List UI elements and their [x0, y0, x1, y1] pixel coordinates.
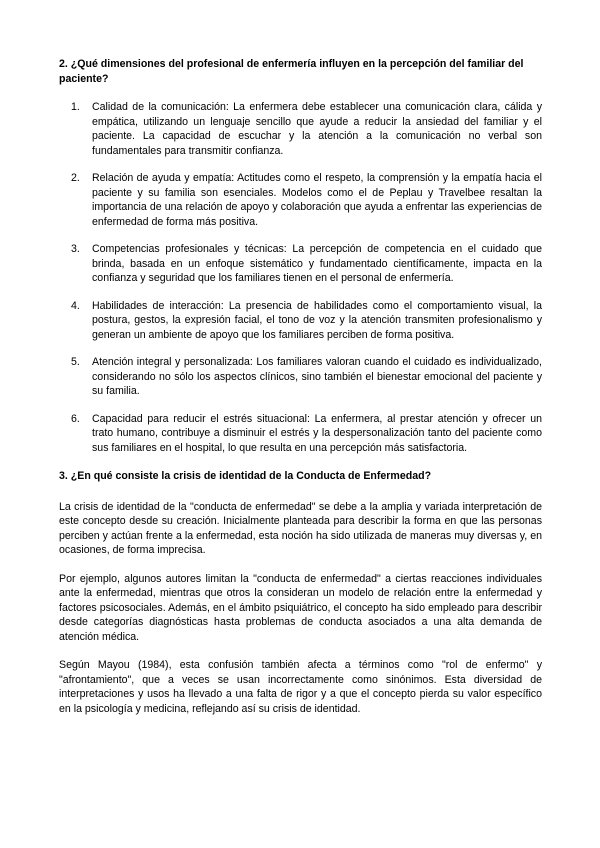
section-2-heading: 2. ¿Qué dimensiones del profesional de enfermería influyen en la percepción del familiar del paciente? [59, 58, 524, 85]
list-item [59, 171, 542, 229]
list-item-number: 1. [71, 101, 80, 113]
list-item-text: Capacidad para reducir el estrés situacional: La enfermera, al prestar atención y ofrecer un trato humano, contribuye a disminuir el estrés y la despersonalización tanto del paciente como sus familiares en el hospital, lo que resulta en una percepción más satisfactoria. [92, 412, 542, 454]
list-item [59, 100, 542, 158]
section-3-paragraph: La crisis de identidad de la "conducta de enfermedad" se debe a la amplia y variada interpretación de este concepto desde su creación. Inicialmente planteada para describir la forma en que las personas perciben y actúan frente a la enfermedad, esta noción ha sido utilizada de maneras muy diversas y, en ocasiones, de forma imprecisa. [59, 500, 542, 556]
list-item-number: 3. [71, 243, 80, 255]
section-3-heading: 3. ¿En qué consiste la crisis de identidad de la Conducta de Enfermedad? [59, 470, 432, 482]
list-item [59, 355, 542, 399]
section-3-paragraph: Según Mayou (1984), esta confusión también afecta a términos como "rol de enfermo" y "afrontamiento", que a veces se usan incorrectamente como sinónimos. Esta diversidad de interpretaciones y usos ha llevado a una falta de rigor y a que el concepto pierda su valor específico en la psicología y medicina, reflejando así su crisis de identidad. [59, 659, 542, 715]
list-item-number: 2. [71, 172, 80, 184]
list-item-text: Calidad de la comunicación: La enfermera debe establecer una comunicación clara, cálida y empática, utilizando un lenguaje sencillo que ayude a reducir la ansiedad del familiar y el paciente. La capacidad de escuchar y la atención a la comunicación no verbal son fundamentales para transmitir confianza. [92, 101, 542, 157]
document-page [59, 57, 542, 716]
list-item-text: Atención integral y personalizada: Los familiares valoran cuando el cuidado es individualizado, considerando no sólo los aspectos clínicos, sino también el bienestar emocional del paciente y su familia. [92, 356, 542, 397]
list-item-number: 6. [71, 412, 80, 425]
list-item [59, 412, 542, 456]
list-item-text: Competencias profesionales y técnicas: La percepción de competencia en el cuidado que brinda, basada en un enfoque sistemático y fundamentado científicamente, impacta en la confianza y seguridad que los familiares tienen en el personal de enfermería. [92, 243, 542, 284]
list-item [59, 242, 542, 286]
list-item-number: 5. [71, 356, 80, 368]
list-item-text: Habilidades de interacción: La presencia de habilidades como el comportamiento visual, la postura, gestos, la expresión facial, el tono de voz y la atención transmiten profesionalismo y generan un ambiente de apoyo que los familiares perciben de forma positiva. [92, 299, 542, 341]
list-item [59, 299, 542, 343]
section-3-paragraph: Por ejemplo, algunos autores limitan la "conducta de enfermedad" a ciertas reacciones individuales ante la enfermedad, mientras que otros la consideran un modelo de relación entre la enfermedad y factores psicosociales. Además, en el ámbito psiquiátrico, el concepto ha sido empleado para describir desde categorías diagnósticas hasta problemas de conducta asociados a una alta demanda de atención médica. [59, 572, 542, 643]
list-item-number: 4. [71, 299, 80, 312]
dimensions-list [59, 100, 542, 455]
list-item-text: Relación de ayuda y empatía: Actitudes como el respeto, la comprensión y la empatía hacia el paciente y su familia son esenciales. Modelos como el de Peplau y Travelbee resaltan la importancia de una relación de apoyo y colaboración que ayuda a enfrentar las experiencias de enfermedad de forma más positiva. [92, 172, 542, 228]
